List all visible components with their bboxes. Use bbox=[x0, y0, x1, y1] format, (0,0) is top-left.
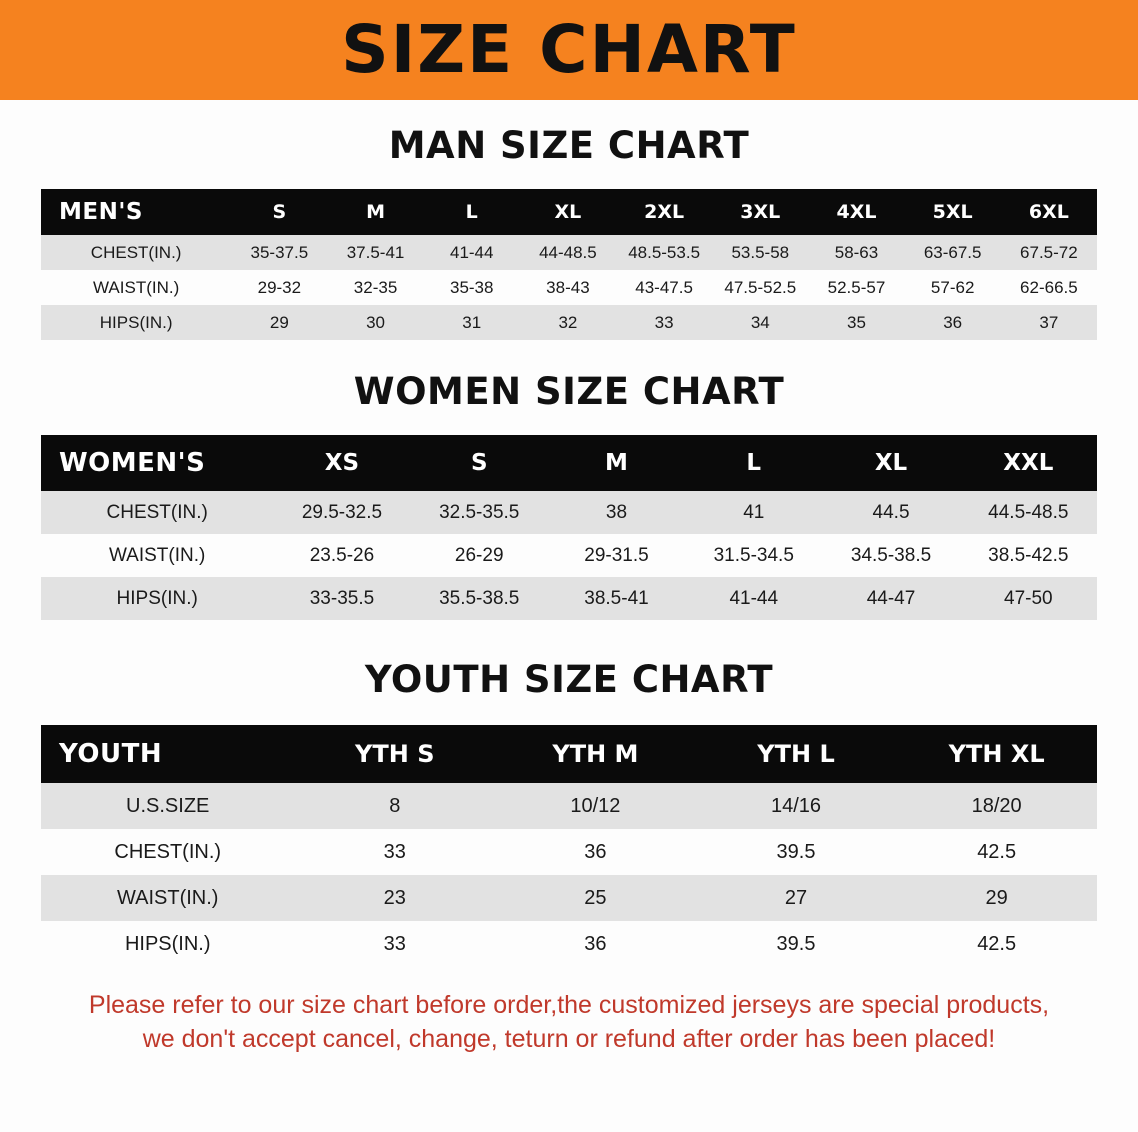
table-row bbox=[41, 875, 1097, 921]
youth-row1-label: CHEST(IN.) bbox=[41, 829, 294, 875]
youth-row3-col2: 39.5 bbox=[696, 921, 897, 967]
man-row1-col3: 38-43 bbox=[520, 270, 616, 305]
women-row2-col1: 35.5-38.5 bbox=[411, 577, 548, 620]
youth-section-heading: YOUTH SIZE CHART bbox=[364, 658, 774, 701]
man-row2-col3: 32 bbox=[520, 305, 616, 340]
man-row2-col1: 30 bbox=[327, 305, 423, 340]
man-row1-col8: 62-66.5 bbox=[1001, 270, 1097, 305]
man-row1-label: WAIST(IN.) bbox=[41, 270, 231, 305]
youth-header-cell-2: YTH M bbox=[495, 725, 696, 783]
women-row2-col5: 47-50 bbox=[960, 577, 1097, 620]
man-row2-col5: 34 bbox=[712, 305, 808, 340]
youth-row2-label: WAIST(IN.) bbox=[41, 875, 294, 921]
man-row0-col3: 44-48.5 bbox=[520, 235, 616, 270]
women-header-cell-1: XS bbox=[273, 435, 410, 491]
youth-size-table bbox=[41, 725, 1097, 967]
youth-row3-col3: 42.5 bbox=[896, 921, 1097, 967]
table-row bbox=[41, 783, 1097, 829]
table-row bbox=[41, 577, 1097, 620]
youth-row1-col1: 36 bbox=[495, 829, 696, 875]
youth-header-cell-0: YOUTH bbox=[41, 725, 294, 783]
man-header-cell-1: S bbox=[231, 189, 327, 235]
man-row0-col5: 53.5-58 bbox=[712, 235, 808, 270]
youth-row0-col3: 18/20 bbox=[896, 783, 1097, 829]
man-header-cell-6: 3XL bbox=[712, 189, 808, 235]
man-row1-col1: 32-35 bbox=[327, 270, 423, 305]
table-row bbox=[41, 270, 1097, 305]
women-header-row bbox=[41, 435, 1097, 491]
women-row2-col0: 33-35.5 bbox=[273, 577, 410, 620]
women-row0-col2: 38 bbox=[548, 491, 685, 534]
youth-table-body bbox=[41, 783, 1097, 967]
man-row1-col7: 57-62 bbox=[905, 270, 1001, 305]
man-row0-col2: 41-44 bbox=[424, 235, 520, 270]
man-header-cell-7: 4XL bbox=[808, 189, 904, 235]
man-row0-col7: 63-67.5 bbox=[905, 235, 1001, 270]
man-row1-col6: 52.5-57 bbox=[808, 270, 904, 305]
table-row bbox=[41, 534, 1097, 577]
women-row0-label: CHEST(IN.) bbox=[41, 491, 273, 534]
man-row2-col4: 33 bbox=[616, 305, 712, 340]
women-header-cell-2: S bbox=[411, 435, 548, 491]
youth-row2-col1: 25 bbox=[495, 875, 696, 921]
women-header-cell-3: M bbox=[548, 435, 685, 491]
women-row0-col3: 41 bbox=[685, 491, 822, 534]
youth-row3-label: HIPS(IN.) bbox=[41, 921, 294, 967]
youth-row1-col2: 39.5 bbox=[696, 829, 897, 875]
man-row0-col1: 37.5-41 bbox=[327, 235, 423, 270]
policy-note-line2: we don't accept cancel, change, teturn or refund after order has been placed! bbox=[142, 1024, 996, 1053]
man-row1-col2: 35-38 bbox=[424, 270, 520, 305]
youth-table-wrap bbox=[41, 725, 1097, 967]
women-size-table bbox=[41, 435, 1097, 620]
man-header-cell-5: 2XL bbox=[616, 189, 712, 235]
man-row2-col7: 36 bbox=[905, 305, 1001, 340]
man-header-cell-3: L bbox=[424, 189, 520, 235]
women-row1-col4: 34.5-38.5 bbox=[822, 534, 959, 577]
man-row0-label: CHEST(IN.) bbox=[41, 235, 231, 270]
youth-row0-col1: 10/12 bbox=[495, 783, 696, 829]
youth-row3-col0: 33 bbox=[294, 921, 495, 967]
women-row0-col1: 32.5-35.5 bbox=[411, 491, 548, 534]
man-header-cell-9: 6XL bbox=[1001, 189, 1097, 235]
women-row1-label: WAIST(IN.) bbox=[41, 534, 273, 577]
man-header-cell-0: MEN'S bbox=[41, 189, 231, 235]
women-header-cell-0: WOMEN'S bbox=[41, 435, 273, 491]
man-row2-col2: 31 bbox=[424, 305, 520, 340]
policy-note bbox=[39, 989, 1099, 1057]
youth-row1-col0: 33 bbox=[294, 829, 495, 875]
youth-row2-col0: 23 bbox=[294, 875, 495, 921]
man-row2-col8: 37 bbox=[1001, 305, 1097, 340]
table-row bbox=[41, 235, 1097, 270]
man-table-wrap bbox=[41, 189, 1097, 340]
women-section-heading: WOMEN SIZE CHART bbox=[353, 370, 785, 413]
youth-row2-col3: 29 bbox=[896, 875, 1097, 921]
youth-table-head bbox=[41, 725, 1097, 783]
women-row1-col3: 31.5-34.5 bbox=[685, 534, 822, 577]
man-row2-label: HIPS(IN.) bbox=[41, 305, 231, 340]
women-row0-col0: 29.5-32.5 bbox=[273, 491, 410, 534]
table-row bbox=[41, 921, 1097, 967]
women-row2-col3: 41-44 bbox=[685, 577, 822, 620]
man-header-cell-8: 5XL bbox=[905, 189, 1001, 235]
youth-row3-col1: 36 bbox=[495, 921, 696, 967]
women-row1-col1: 26-29 bbox=[411, 534, 548, 577]
women-row1-col5: 38.5-42.5 bbox=[960, 534, 1097, 577]
women-row2-label: HIPS(IN.) bbox=[41, 577, 273, 620]
women-table-head bbox=[41, 435, 1097, 491]
table-row bbox=[41, 829, 1097, 875]
banner bbox=[0, 0, 1138, 100]
women-row2-col4: 44-47 bbox=[822, 577, 959, 620]
man-header-cell-2: M bbox=[327, 189, 423, 235]
man-row0-col4: 48.5-53.5 bbox=[616, 235, 712, 270]
women-row0-col5: 44.5-48.5 bbox=[960, 491, 1097, 534]
man-table-head bbox=[41, 189, 1097, 235]
man-row0-col0: 35-37.5 bbox=[231, 235, 327, 270]
women-header-cell-6: XXL bbox=[960, 435, 1097, 491]
women-row1-col0: 23.5-26 bbox=[273, 534, 410, 577]
man-row2-col6: 35 bbox=[808, 305, 904, 340]
youth-row1-col3: 42.5 bbox=[896, 829, 1097, 875]
man-table-body bbox=[41, 235, 1097, 340]
man-row1-col4: 43-47.5 bbox=[616, 270, 712, 305]
women-table-wrap bbox=[41, 435, 1097, 620]
table-row bbox=[41, 305, 1097, 340]
women-row1-col2: 29-31.5 bbox=[548, 534, 685, 577]
youth-header-row bbox=[41, 725, 1097, 783]
youth-row0-col0: 8 bbox=[294, 783, 495, 829]
man-row0-col6: 58-63 bbox=[808, 235, 904, 270]
women-table-body bbox=[41, 491, 1097, 620]
women-header-cell-5: XL bbox=[822, 435, 959, 491]
man-size-table bbox=[41, 189, 1097, 340]
women-row2-col2: 38.5-41 bbox=[548, 577, 685, 620]
youth-header-cell-3: YTH L bbox=[696, 725, 897, 783]
youth-header-cell-1: YTH S bbox=[294, 725, 495, 783]
youth-row2-col2: 27 bbox=[696, 875, 897, 921]
youth-row0-label: U.S.SIZE bbox=[41, 783, 294, 829]
banner-title: SIZE CHART bbox=[341, 11, 797, 88]
man-section-heading: MAN SIZE CHART bbox=[388, 124, 750, 167]
women-header-cell-4: L bbox=[685, 435, 822, 491]
man-row1-col5: 47.5-52.5 bbox=[712, 270, 808, 305]
women-row0-col4: 44.5 bbox=[822, 491, 959, 534]
table-row bbox=[41, 491, 1097, 534]
man-row1-col0: 29-32 bbox=[231, 270, 327, 305]
man-header-row bbox=[41, 189, 1097, 235]
man-row2-col0: 29 bbox=[231, 305, 327, 340]
youth-row0-col2: 14/16 bbox=[696, 783, 897, 829]
youth-header-cell-4: YTH XL bbox=[896, 725, 1097, 783]
policy-note-line1: Please refer to our size chart before order,the customized jerseys are special products, bbox=[88, 991, 1050, 1019]
man-header-cell-4: XL bbox=[520, 189, 616, 235]
man-row0-col8: 67.5-72 bbox=[1001, 235, 1097, 270]
